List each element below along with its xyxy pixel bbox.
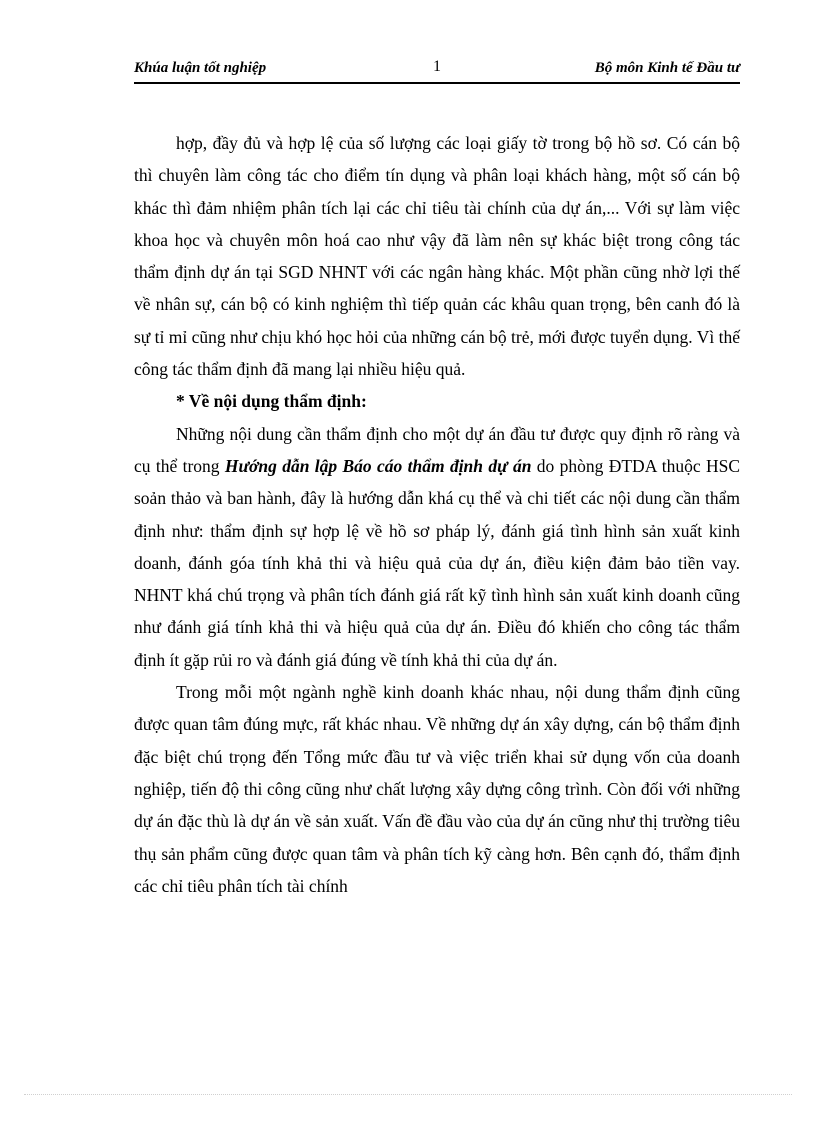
header-title-left: Khúa luận tốt nghiệp	[134, 60, 267, 76]
paragraph-3-text: Trong mỗi một ngành nghề kinh doanh khác nhau, nội dung thẩm định cũng được quan tâm đúng mực, rất khác nhau. Về những dự án xây dựng, cán bộ thẩm định đặc biệt chú trọng đến Tổng mức đầu tư và việc triển khai sử dụng vốn của doanh nghiệp, tiến độ thi công cũng như chất lượng xây dựng công trình. Còn đối với những dự án đặc thù là dự án về sản xuất. Vấn đề đầu vào của dự án cũng như thị trường tiêu thụ sản phẩm cũng được quan tâm và phân tích kỹ càng hơn. Bên cạnh đó, thẩm định các chỉ tiêu phân tích tài chính	[134, 682, 740, 896]
paragraph-2-text-start: Những nội dung cần thẩm định cho một dự án đầu tư được quy định rõ ràng và cụ thể trong	[134, 423, 740, 476]
document-title-reference: Hướng dẫn lập Báo cáo thẩm định dự án	[224, 455, 532, 476]
paragraph-3	[134, 676, 740, 902]
section-subheading: * Về nội dụng thẩm định:	[176, 391, 367, 412]
page-number: 1	[433, 58, 441, 75]
header-title-right: Bộ môn Kinh tế Đầu tư	[594, 60, 740, 76]
page-header	[134, 58, 740, 84]
page-bottom-divider	[24, 1094, 792, 1095]
paragraph-2-text-end: do phòng ĐTDA thuộc HSC soản thảo và ban hành, đây là hướng dẫn khá cụ thể và chi tiết các nội dung cần thẩm định như: thẩm định sự hợp lệ về hồ sơ pháp lý, đánh giá tình hình sản xuất kinh doanh, đánh góa tính khả thi và hiệu quả của dự án, điều kiện đảm bảo tiền vay. NHNT khá chú trọng và phân tích đánh giá rất kỹ tình hình sản xuất kinh doanh cũng như đánh giá tính khả thi và hiệu quả của dự án. Điều đó khiến cho công tác thẩm định ít gặp rủi ro và đánh giá đúng về tính khả thi của dự án.	[134, 455, 740, 670]
paragraph-2	[134, 418, 740, 676]
paragraph-1	[134, 127, 740, 385]
document-body	[134, 127, 740, 902]
paragraph-1-text: hợp, đầy đủ và hợp lệ của số lượng các loại giấy tờ trong bộ hồ sơ. Có cán bộ thì chuyên làm công tác cho điểm tín dụng và phân loại khách hàng, một số cán bộ khác thì đảm nhiệm phân tích lại các chỉ tiêu tài chính của dự án,... Với sự làm việc khoa học và chuyên môn hoá cao như vậy đã làm nên sự khác biệt trong công tác thẩm định dự án tại SGD NHNT với các ngân hàng khác. Một phần cũng nhờ lợi thế về nhân sự, cán bộ có kinh nghiệm thì tiếp quản các khâu quan trọng, bên canh đó là sự tỉ mỉ cũng như chịu khó học hỏi của những cán bộ trẻ, mới được tuyển dụng. Vì thế công tác thẩm định đã mang lại nhiều hiệu quả.	[134, 133, 740, 380]
